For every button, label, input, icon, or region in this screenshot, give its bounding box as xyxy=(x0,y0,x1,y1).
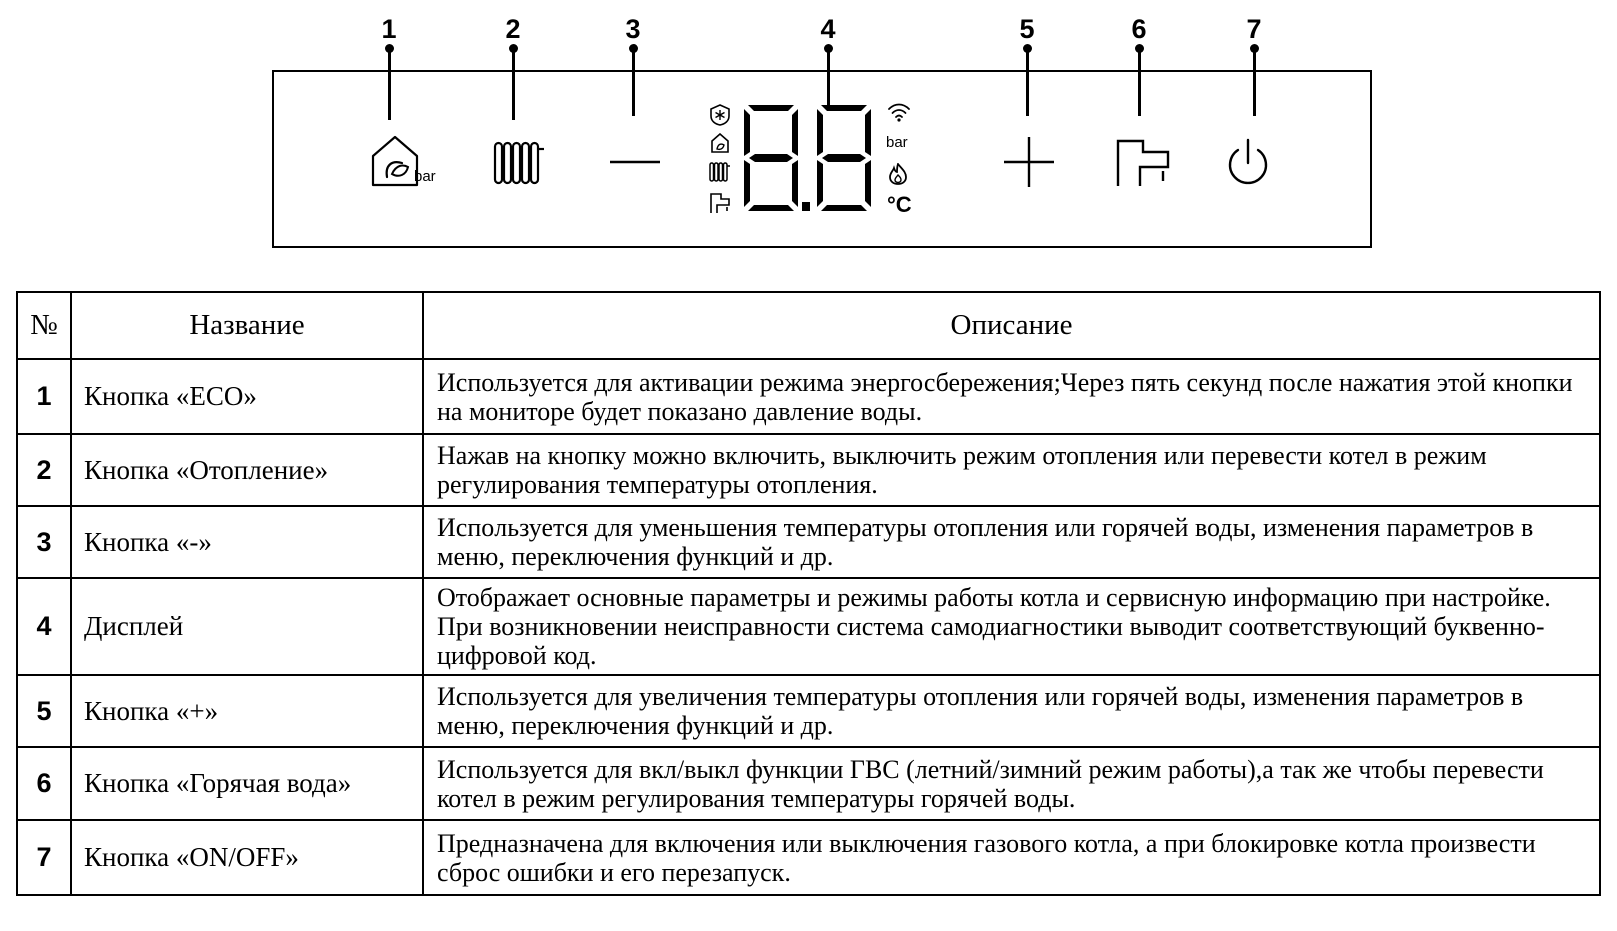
eco-button[interactable] xyxy=(370,134,436,188)
callout-number: 6 xyxy=(1131,14,1147,44)
display-bar-unit: bar xyxy=(886,134,908,151)
hot-water-button[interactable] xyxy=(1115,138,1173,188)
heating-button[interactable] xyxy=(493,140,545,186)
row-number: 1 xyxy=(17,359,71,434)
row-description: Используется для увеличения температуры отопления или горячей воды, изменения параметров в меню, переключения функций и др. xyxy=(423,675,1600,747)
row-description: Испoльзуется для уменьшения температуры отопления или горячей воды, изменения параметров в меню, переключения функций и др. xyxy=(423,506,1600,578)
row-name: Кнопка «ON/OFF» xyxy=(71,820,423,895)
display xyxy=(709,100,912,228)
table-row xyxy=(17,578,1600,675)
callout-number: 2 xyxy=(505,14,521,44)
callout-number: 1 xyxy=(381,14,397,44)
row-description: Нажав на кнопку можно включить, выключить режим отопления или перевести котел в режим регулирования температуры отопления. xyxy=(423,434,1600,506)
callout-number: 5 xyxy=(1019,14,1035,44)
radiator-mini-icon xyxy=(709,162,731,182)
flame-icon xyxy=(888,163,908,185)
table-row xyxy=(17,434,1600,506)
table-header-row xyxy=(17,292,1600,359)
row-name: Дисплей xyxy=(71,578,423,675)
minus-button[interactable] xyxy=(609,152,661,172)
row-number: 4 xyxy=(17,578,71,675)
row-name: Кнопка «Отопление» xyxy=(71,434,423,506)
seven-segment-readout xyxy=(741,102,881,214)
header-description: Описание xyxy=(423,292,1600,359)
row-description: Используется для вкл/выкл функции ГВС (летний/зимний режим работы),а так же чтобы перевести котел в режим регулирования температуры горячей воды. xyxy=(423,747,1600,820)
table-row xyxy=(17,359,1600,434)
house-eco-icon xyxy=(370,134,420,188)
faucet-icon xyxy=(1115,138,1173,188)
row-number: 6 xyxy=(17,747,71,820)
plus-button[interactable] xyxy=(1003,136,1055,188)
row-name: Кнопка «Горячая вода» xyxy=(71,747,423,820)
controls-table xyxy=(16,291,1601,896)
callout-number: 4 xyxy=(820,14,836,44)
row-number: 3 xyxy=(17,506,71,578)
plus-icon xyxy=(1003,136,1055,188)
callout-number: 7 xyxy=(1246,14,1262,44)
row-name: Кнопка «ECO» xyxy=(71,359,423,434)
header-number: № xyxy=(17,292,71,359)
display-temp-unit: °C xyxy=(887,192,912,217)
eco-mini-icon xyxy=(710,133,730,153)
display-value xyxy=(709,100,710,101)
eco-bar-label: bar xyxy=(414,168,436,185)
power-icon xyxy=(1226,138,1270,188)
callout-number: 3 xyxy=(625,14,641,44)
table-row xyxy=(17,820,1600,895)
antifreeze-icon xyxy=(709,104,731,126)
row-description: Отображает основные параметры и режимы работы котла и сервисную информацию при настройке. При возникновении неисправности система самодиагностики выводит соответствующий буквенно-цифровой код. xyxy=(423,578,1600,675)
row-name: Кнопка «-» xyxy=(71,506,423,578)
minus-icon xyxy=(609,152,661,172)
control-panel xyxy=(272,70,1372,248)
row-number: 2 xyxy=(17,434,71,506)
wifi-icon xyxy=(887,102,911,122)
table-row xyxy=(17,506,1600,578)
table-row xyxy=(17,747,1600,820)
row-number: 5 xyxy=(17,675,71,747)
faucet-mini-icon xyxy=(709,192,731,214)
row-description: Предназначена для включения или выключения газового котла, а при блокировке котла произвести сброс ошибки и его перезапуск. xyxy=(423,820,1600,895)
table-row xyxy=(17,675,1600,747)
row-description: Используется для активации режима энергосбережения;Через пять секунд после нажатия этой кнопки на мониторе будет показано давление воды. xyxy=(423,359,1600,434)
header-name: Название xyxy=(71,292,423,359)
row-name: Кнопка «+» xyxy=(71,675,423,747)
power-button[interactable] xyxy=(1226,138,1270,188)
radiator-icon xyxy=(493,140,545,186)
row-number: 7 xyxy=(17,820,71,895)
